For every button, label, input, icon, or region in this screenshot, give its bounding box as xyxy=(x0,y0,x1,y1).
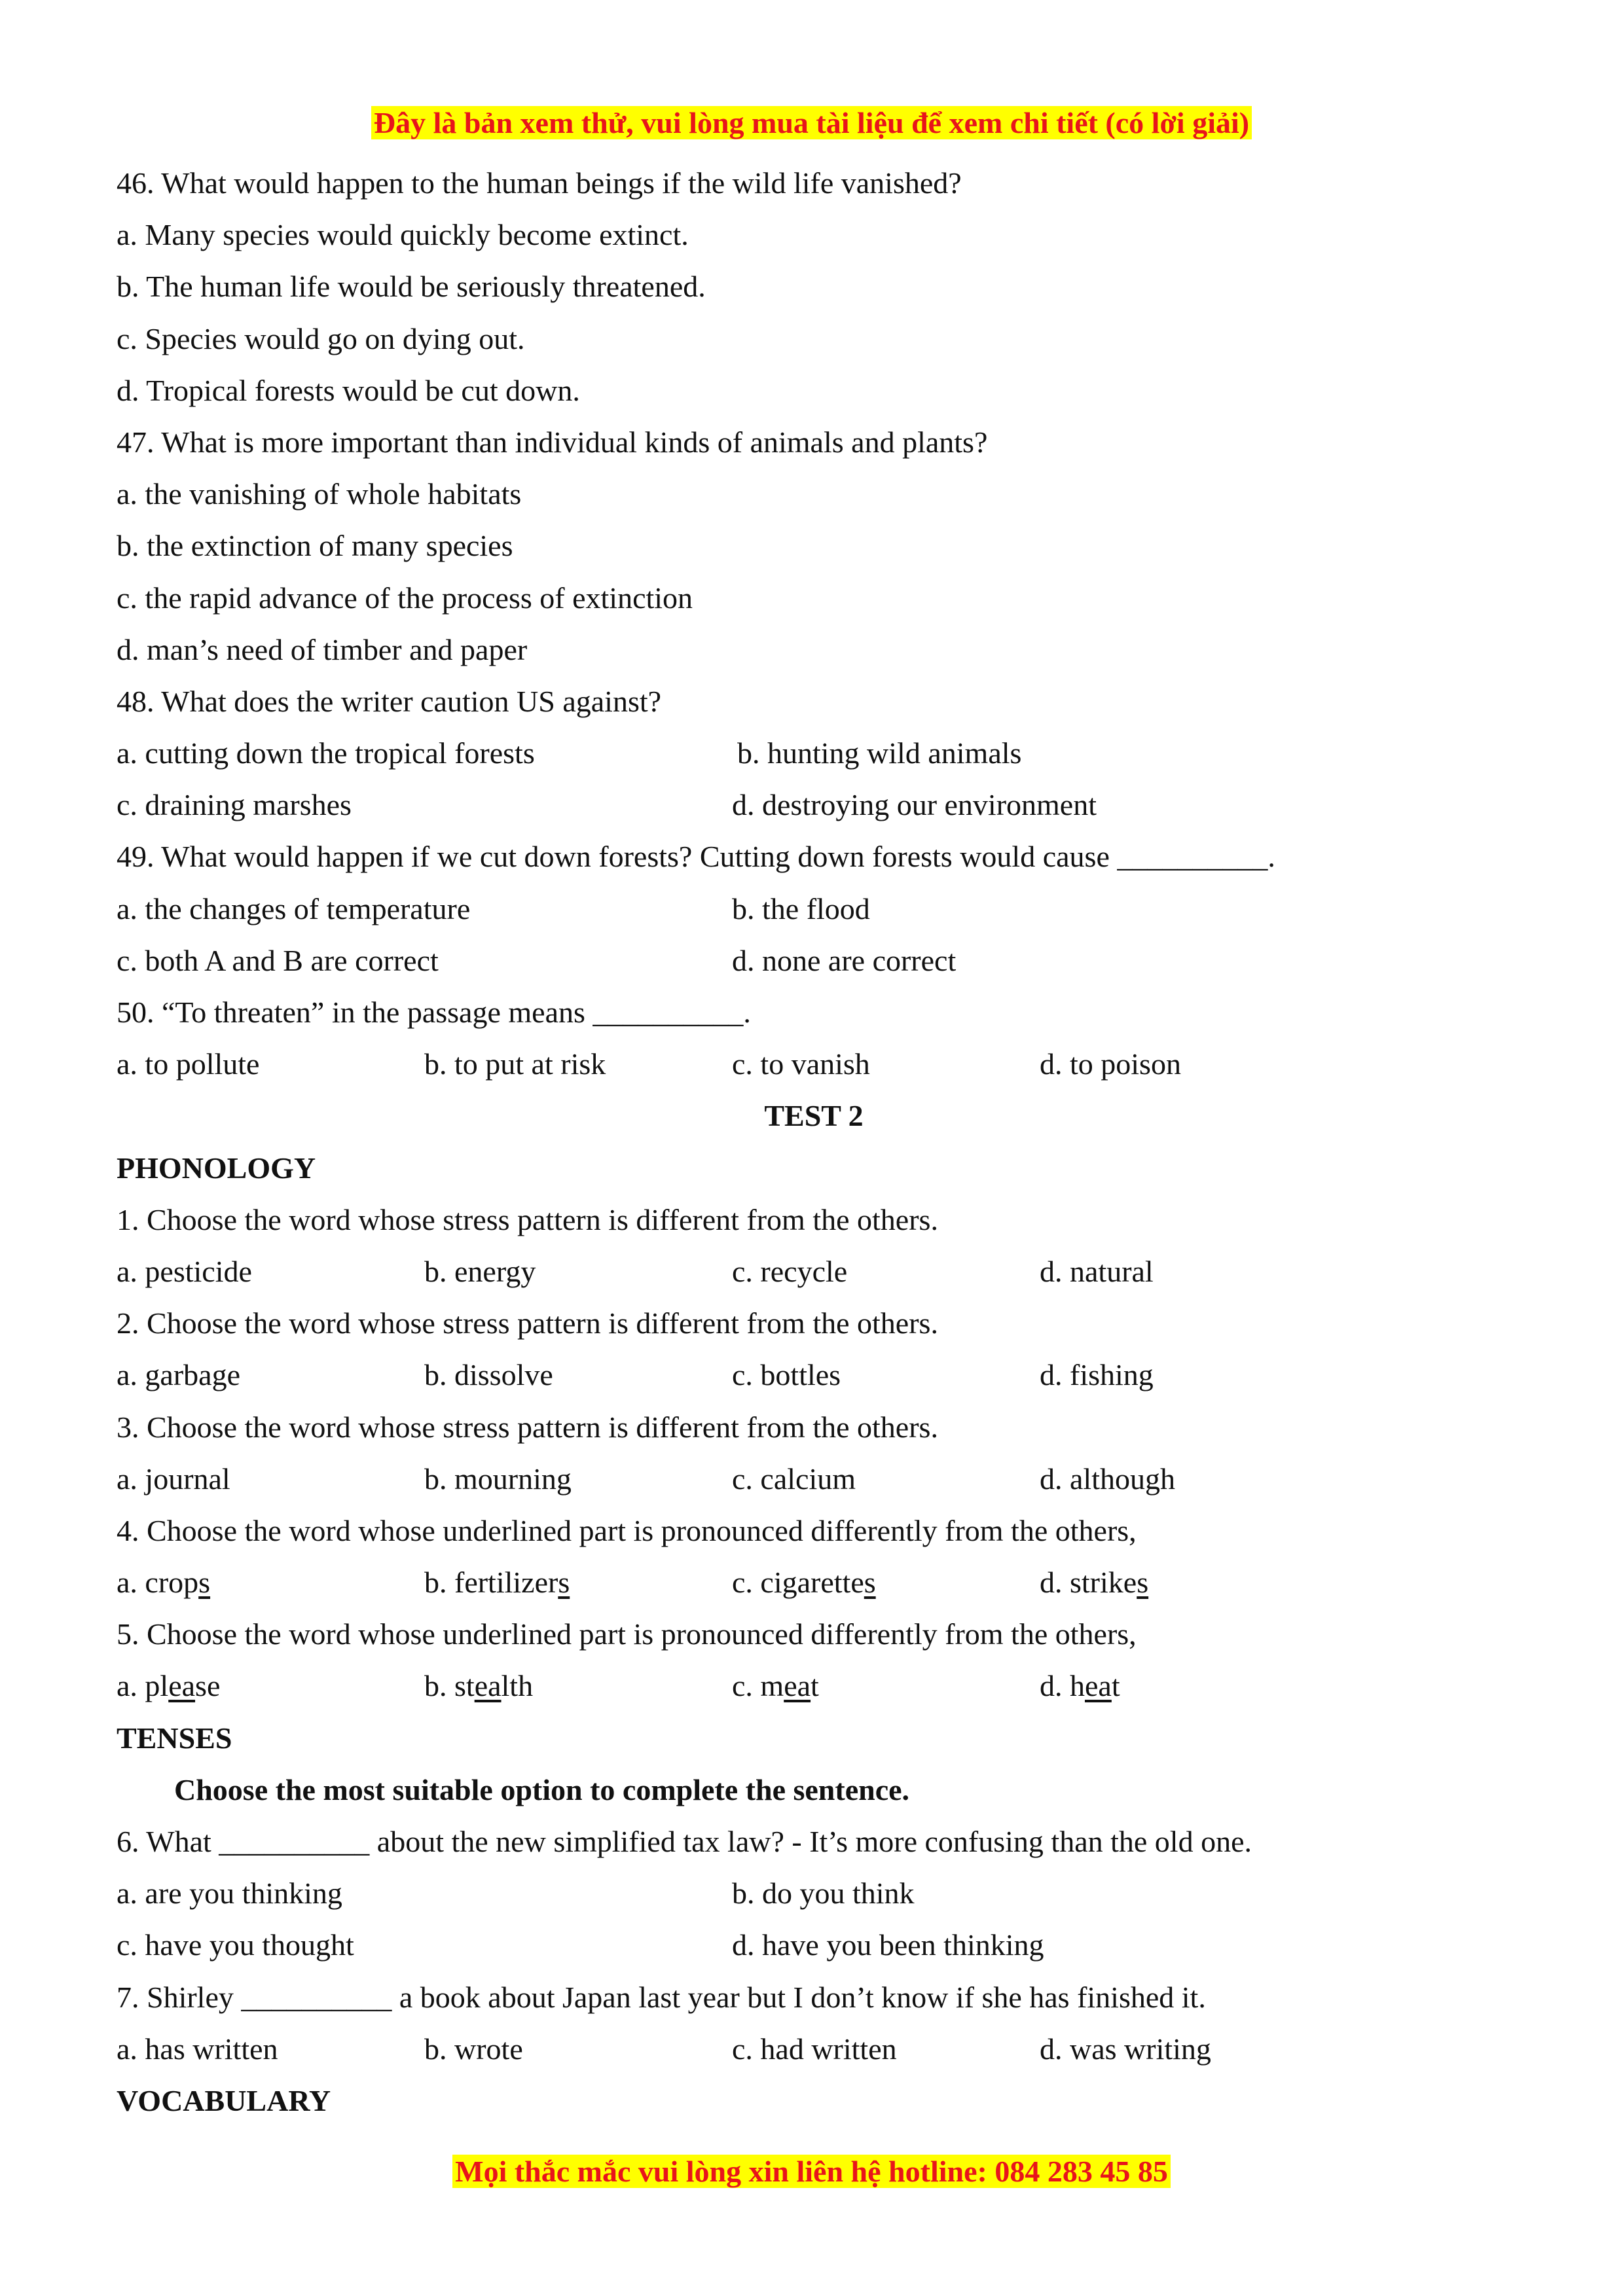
q2-option-b: b. dissolve xyxy=(424,1358,553,1392)
q4-option-c: c. cigarettes xyxy=(732,1566,876,1600)
q1-option-c: c. recycle xyxy=(732,1254,848,1288)
q7-option-b: b. wrote xyxy=(424,2032,523,2066)
q1-option-d: d. natural xyxy=(1040,1254,1154,1288)
question-46: 46. What would happen to the human beings if the wild life vanished? xyxy=(117,166,962,200)
test-title: TEST 2 xyxy=(764,1099,864,1133)
q6-option-d: d. have you been thinking xyxy=(732,1928,1044,1962)
q5-option-a: a. please xyxy=(117,1669,221,1703)
q1-option-b: b. energy xyxy=(424,1254,536,1288)
question-48: 48. What does the writer caution US against? xyxy=(117,684,662,718)
question-49: 49. What would happen if we cut down forests? Cutting down forests would cause __________. xyxy=(117,840,1275,874)
hotline-banner xyxy=(0,2153,1623,2190)
preview-banner xyxy=(0,105,1623,141)
section-phonology: PHONOLOGY xyxy=(117,1151,316,1185)
preview-banner-text: Đây là bản xem thử, vui lòng mua tài liệu để xem chi tiết (có lời giải) xyxy=(371,106,1252,139)
q48-options-row-2 xyxy=(117,779,1511,831)
q5-option-c: c. meat xyxy=(732,1669,819,1703)
question-3: 3. Choose the word whose stress pattern is different from the others. xyxy=(117,1410,938,1444)
q2-option-a: a. garbage xyxy=(117,1358,240,1392)
q49-option-b: b. the flood xyxy=(732,891,870,925)
q4-option-a-underlined: s xyxy=(198,1566,211,1600)
section-tenses: TENSES xyxy=(117,1721,232,1755)
q7-option-d: d. was writing xyxy=(1040,2032,1211,2066)
q49-options-row-1 xyxy=(117,883,1511,935)
q7-option-c: c. had written xyxy=(732,2032,897,2066)
q4-option-b: b. fertilizers xyxy=(424,1566,570,1600)
q48-options-row-1 xyxy=(117,727,1511,779)
q4-option-d-underlined: s xyxy=(1137,1566,1149,1600)
q47-option-d: d. man’s need of timber and paper xyxy=(117,632,528,666)
q4-option-a: a. crops xyxy=(117,1566,211,1600)
q49-option-c: c. both A and B are correct xyxy=(117,943,439,977)
q46-option-a: a. Many species would quickly become extinct. xyxy=(117,218,689,252)
q6-option-b: b. do you think xyxy=(732,1876,915,1910)
q49-option-a: a. the changes of temperature xyxy=(117,891,471,925)
q2-options-row xyxy=(117,1349,1511,1401)
q6-option-a: a. are you thinking xyxy=(117,1876,342,1910)
q4-options-row xyxy=(117,1556,1511,1608)
q48-option-d: d. destroying our environment xyxy=(732,788,1097,822)
q46-option-c: c. Species would go on dying out. xyxy=(117,321,525,355)
q48-option-a: a. cutting down the tropical forests xyxy=(117,736,535,770)
q3-option-c: c. calcium xyxy=(732,1462,856,1496)
q50-option-b: b. to put at risk xyxy=(424,1047,606,1081)
q7-option-a: a. has written xyxy=(117,2032,278,2066)
q7-options-row xyxy=(117,2023,1511,2075)
q50-option-a: a. to pollute xyxy=(117,1047,260,1081)
q49-option-d: d. none are correct xyxy=(732,943,957,977)
q48-option-b: b. hunting wild animals xyxy=(737,736,1022,770)
q46-option-d: d. Tropical forests would be cut down. xyxy=(117,373,580,407)
q6-options-row-2 xyxy=(117,1919,1511,1971)
q5-option-b: b. stealth xyxy=(424,1669,534,1703)
question-5: 5. Choose the word whose underlined part is pronounced differently from the others, xyxy=(117,1617,1137,1651)
question-4: 4. Choose the word whose underlined part is pronounced differently from the others, xyxy=(117,1513,1137,1547)
q49-options-row-2 xyxy=(117,935,1511,986)
q4-option-c-underlined: s xyxy=(864,1566,876,1600)
document-content xyxy=(117,157,1511,2126)
question-1: 1. Choose the word whose stress pattern is different from the others. xyxy=(117,1202,938,1236)
q4-option-b-underlined: s xyxy=(558,1566,570,1600)
question-2: 2. Choose the word whose stress pattern is different from the others. xyxy=(117,1306,938,1340)
q4-option-d: d. strikes xyxy=(1040,1566,1149,1600)
question-6: 6. What __________ about the new simplified tax law? - It’s more confusing than the old one. xyxy=(117,1825,1252,1858)
q5-option-d-underlined: ea xyxy=(1085,1669,1112,1703)
q48-option-c: c. draining marshes xyxy=(117,788,352,822)
question-47: 47. What is more important than individual kinds of animals and plants? xyxy=(117,425,988,459)
q3-options-row xyxy=(117,1453,1511,1505)
q47-option-b: b. the extinction of many species xyxy=(117,529,513,563)
q5-option-b-underlined: ea xyxy=(474,1669,501,1703)
q5-option-d: d. heat xyxy=(1040,1669,1120,1703)
q3-option-a: a. journal xyxy=(117,1462,230,1496)
q5-option-a-underlined: ea xyxy=(168,1669,196,1703)
question-7: 7. Shirley __________ a book about Japan last year but I don’t know if she has finished it. xyxy=(117,1980,1206,2014)
q47-option-a: a. the vanishing of whole habitats xyxy=(117,477,522,511)
section-vocabulary: VOCABULARY xyxy=(117,2083,331,2117)
q6-options-row-1 xyxy=(117,1867,1511,1919)
q50-options-row xyxy=(117,1038,1511,1090)
question-50: 50. “To threaten” in the passage means __________. xyxy=(117,996,751,1029)
q1-option-a: a. pesticide xyxy=(117,1254,252,1288)
q5-option-c-underlined: ea xyxy=(784,1669,811,1703)
q47-option-c: c. the rapid advance of the process of extinction xyxy=(117,581,693,615)
q5-options-row xyxy=(117,1660,1511,1712)
q1-options-row xyxy=(117,1246,1511,1297)
q6-option-c: c. have you thought xyxy=(117,1928,354,1962)
tenses-instruction: Choose the most suitable option to complete the sentence. xyxy=(174,1772,910,1806)
q2-option-d: d. fishing xyxy=(1040,1358,1154,1392)
q50-option-d: d. to poison xyxy=(1040,1047,1181,1081)
q2-option-c: c. bottles xyxy=(732,1358,841,1392)
q46-option-b: b. The human life would be seriously threatened. xyxy=(117,270,706,304)
hotline-banner-text: Mọi thắc mắc vui lòng xin liên hệ hotline: 084 283 45 85 xyxy=(452,2155,1171,2188)
q3-option-b: b. mourning xyxy=(424,1462,572,1496)
q3-option-d: d. although xyxy=(1040,1462,1175,1496)
q50-option-c: c. to vanish xyxy=(732,1047,870,1081)
